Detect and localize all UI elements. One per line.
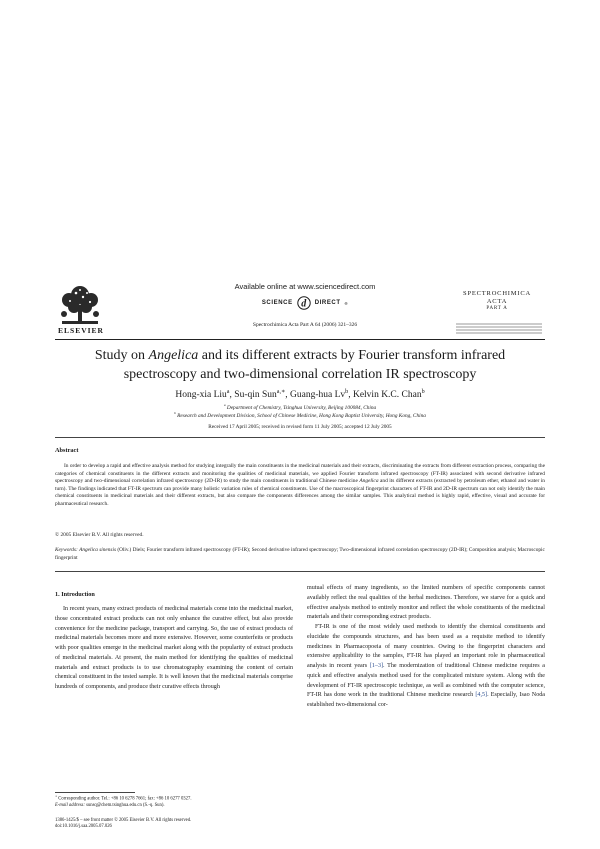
author-name: Guang-hua Lv [290,390,346,400]
author-name: Su-qin Sun [234,390,277,400]
intro-paragraph: mutual effects of many ingredients, so the limited numbers of specific components cannot availably reflect the real qualities of the herbal medicines. Therefore, we starve for a quick and effective analysis method to entirely monitor and reflect the whole constituents of the medicinal materials and their corresponding extract products. [307,585,545,621]
abstract-heading: Abstract [55,447,79,454]
issn-line: 1386-1425/$ – see front matter © 2005 Elsevier B.V. All rights reserved. [55,818,192,823]
abstract-angelica: Angelica [359,478,379,485]
availability-notice: Available online at www.sciencedirect.com [234,282,376,291]
title-part-2: and its different extracts by Fourier transform infrared [201,348,506,363]
section-heading-introduction: 1. Introduction [55,591,95,598]
title-part-1: Study on [94,348,146,363]
author-name: Kelvin K.C. Chan [352,390,422,400]
elsevier-tree-icon [56,283,104,327]
paragraph-text: . The modernization of traditional Chinese medicine requires a quick and effective analysis method used for the complicated mixture system. Along with the development of FT-IR spectroscopic technique, as well as combined with the computer science, FT-IR has done work in the traditional Chinese medicine research [307,663,545,699]
journal-line-2: ACTA [486,298,508,306]
author-affil-mark: b [345,388,349,395]
keyword-species: Angelica sinensis [79,547,117,553]
keywords [55,547,545,562]
header-rule [55,339,545,340]
author-separator: , [229,390,235,400]
intro-paragraph: In recent years, many extract products of medicinal materials come into the medicinal market, those concentrated extract products can not only enhance the curative effect, but also provide convenience for the medicine package, transport and carrying. So, the use of extract products of medicinal materials becomes more and more extensive. However, some counterfeits or products with poor qualities emerge in the medicinal market along with the popularity of extract products of medicinal materials. At present, the main method for identifying the qualities of medicinal materials and extract products is to use chromatography examining the content of certain chemical constituent in the tested sample. It is well known that the medicinal materials comprise hundreds of components, and produce their curative effects through [55,606,293,690]
author-affil-mark: a [226,388,230,395]
abstract-sentence-2: and its different extracts (extracted by petroleum ether, ethanol and water in turn). The findings indicated that FT-IR spectrum can provide many holistic variation rules of chemical constituents. Use of the macroscopical fingerprint characters of FT-IR and 2D-IR spectrum can not only identify the main chemical constituents in medicinal materials and their different extracts, but also compare the components differences among the similar samples. This analytical method is highly rapid, effective, visual and accurate for pharmaceutical research. [55,478,546,507]
author-name: Hong-xia Liu [175,390,227,400]
affiliation-text: Department of Chemistry, Tsinghua University, Beijing 100084, China [226,405,377,411]
affiliation-a [55,405,545,411]
journal-masthead-rules [456,322,542,334]
corresponding-author-footnote [55,796,295,809]
sciencedirect-d-icon [297,296,311,310]
abstract-copyright: © 2005 Elsevier B.V. All rights reserved. [55,532,144,538]
affiliation-marker: b [174,411,176,416]
publisher-name: ELSEVIER [58,326,104,335]
reference-link[interactable]: [1–3] [369,663,384,669]
author-affil-mark: b [421,388,425,395]
journal-citation: Spectrochimica Acta Part A 64 (2006) 321–326 [252,322,358,328]
intro-paragraph [307,623,545,711]
body-column-left [55,605,293,693]
affiliation-b [55,413,545,419]
keyword-list: (Oliv.) Diels; Fourier transform infrared spectroscopy (FT-IR); Second derivative infrared spectroscopy; Two-dimensional infrared correlation spectroscopy (2D-IR); Composition analysis; Macroscopic fingerprint [55,547,545,561]
sd-left-text: SCIENCE [261,300,293,306]
article-dates: Received 17 April 2005; received in revised form 11 July 2005; accepted 12 July 2005 [208,424,392,430]
article-title [55,346,545,384]
affiliation-text: Research and Development Division, School of Chinese Medicine, Hong Kong Baptist University, Hong Kong, China [177,413,426,419]
keywords-label: Keywords: [55,547,78,553]
footnote-email-label: E-mail address: [55,802,85,808]
footnote-email[interactable]: sunsq@chem.tsinghua.edu.cn (S.-q. Sun). [86,802,165,808]
body-column-right [307,584,545,711]
sd-mark-letter: d [300,298,307,310]
author-affil-mark: a,∗ [276,388,286,395]
author-separator: , [285,390,290,400]
sd-suffix: ® [344,300,349,306]
footnote-marker: ∗ [55,794,58,798]
abstract-sentence-1: In order to develop a rapid and effective analysis method for studying integrally the main constituents in the medicinal materials and their extracts, discriminating the extracts from different extraction process, comparing the categories of chemical constituents in the different extracts and monitoring the qualities of medicinal materials, we applied Fourier transform infrared spectroscopy (FT-IR) associated with second derivative infrared spectroscopy and two-dimensional correlation infrared spectroscopy (2D-IR) to study the main constituents in traditional Chinese medicine [55,463,545,485]
title-angelica: Angelica [148,348,199,363]
journal-line-1: SPECTROCHIMICA [463,290,531,297]
keywords-bottom-rule [55,571,545,572]
author-separator: , [348,390,353,400]
author-list [55,390,545,400]
footnote-corresponding: Corresponding author. Tel.: +86 10 6278 7661; fax: +86 10 6277 0327. [58,796,192,802]
paragraph-text: FT-IR is one of the most widely used methods to identify the chemical constituents and elucidate the compounds structures, and has been used as a requisite method to identify medicines in Pharmacopoeia of many countries. Owing to the fingerprint characters and extensive applicability to the samples, FT-IR has played an important role in pharmaceutical analysis in recent years [307,624,545,669]
affiliation-marker: a [223,403,226,408]
abstract-body [55,463,545,509]
journal-line-3: PART A [486,306,508,312]
title-line-2: spectroscopy and two-dimensional correlation IR spectroscopy [123,367,477,382]
reference-link[interactable]: [4,5] [475,692,488,699]
sciencedirect-logo [160,294,450,312]
doi-line[interactable]: doi:10.1016/j.saa.2005.07.026 [55,824,112,830]
paragraph-text: . Especially, Isao Noda established two-dimensional cor- [307,692,545,708]
footnote-rule [55,792,135,793]
journal-masthead [456,290,538,313]
abstract-top-rule [55,437,545,438]
sd-right-text: DIRECT [314,300,341,306]
issn-doi [55,818,295,831]
